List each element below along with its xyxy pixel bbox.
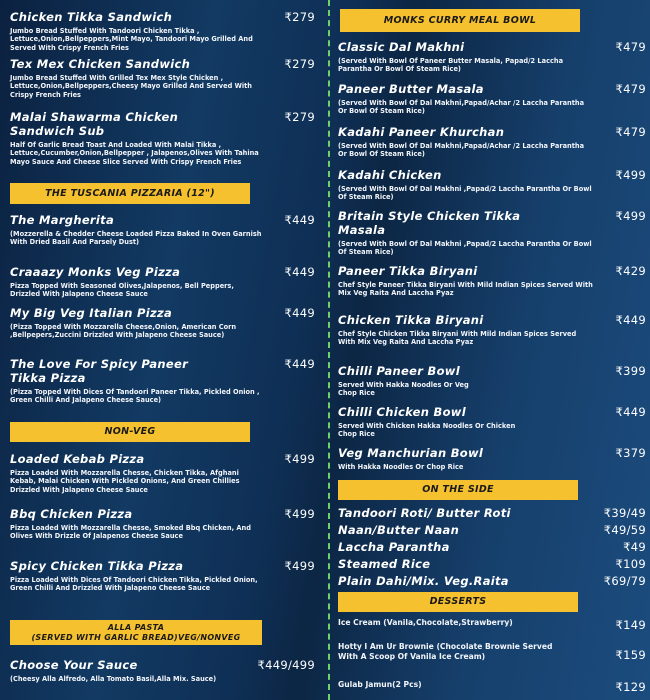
item-price: ₹449 <box>284 357 315 371</box>
item-price: ₹399 <box>615 364 646 378</box>
item-price: ₹279 <box>284 110 315 124</box>
item-price: ₹109 <box>615 557 646 571</box>
item-name: Hotty I Am Ur Brownie (Chocolate Brownie Served With A Scoop Of Vanila Ice Cream) <box>338 642 553 661</box>
item-price: ₹499 <box>284 559 315 573</box>
section-banner-non-veg: NON-VEG <box>10 422 250 442</box>
menu-item-kadahi-chicken[interactable] <box>338 168 646 202</box>
item-name: Paneer Tikka Biryani <box>338 264 478 278</box>
menu-item-naan[interactable] <box>338 523 646 537</box>
item-description: (Pizza Topped With Mozzarella Cheese,Onion, American Corn ,Bellpepers,Zuccini Drizzled With Jalapeno Cheese Sauce) <box>10 323 237 340</box>
item-description: Half Of Garlic Bread Toast And Loaded With Malai Tikka , Lettuce,Cucumber,Onion,Bellpepper , Jalapenos,Olives With Tahina Mayo Sauce And Cheese Slice Served With Crispy French Fries <box>10 141 259 166</box>
menu-item-spicy-paneer-tikka-pizza[interactable] <box>10 357 315 405</box>
section-banner-alla-pasta <box>10 620 262 645</box>
menu-item-chicken-tikka-biryani[interactable] <box>338 313 646 347</box>
item-price: ₹279 <box>284 57 315 71</box>
item-description: Jumbo Bread Stuffed With Tandoori Chicken Tikka , Lettuce,Onion,Bellpeppers,Mint Mayo, Tandoori Mayo Grilled And Served With Crispy French Fries <box>10 27 253 52</box>
item-price: ₹499 <box>615 209 646 223</box>
item-name: Chicken Tikka Biryani <box>338 313 484 327</box>
item-description: Chef Style Paneer Tikka Biryani With Mild Indian Spices Served With Mix Veg Raita And Laccha Pyaz <box>338 281 593 298</box>
item-description: Served With Chicken Hakka Noodles Or Chicken Chop Rice <box>338 422 516 439</box>
banner-line: (SERVED WITH GARLIC BREAD)VEG/NONVEG <box>31 632 241 642</box>
menu-item-choose-your-sauce[interactable] <box>10 658 315 683</box>
item-name: Spicy Chicken Tikka Pizza <box>10 559 184 573</box>
item-name: Veg Manchurian Bowl <box>338 446 484 460</box>
item-name: Ice Cream (Vanila,Chocolate,Strawberry) <box>338 618 513 627</box>
item-description: (Served With Bowl Of Paneer Butter Masala, Papad/2 Laccha Parantha Or Bowl Of Steam Rice) <box>338 57 564 74</box>
menu-item-classic-dal-makhni[interactable] <box>338 40 646 74</box>
menu-item-the-margherita[interactable] <box>10 213 315 247</box>
item-price: ₹49 <box>623 540 646 554</box>
section-banner-pizzaria: THE TUSCANIA PIZZARIA (12") <box>10 183 250 204</box>
menu-item-kadahi-paneer-khurchan[interactable] <box>338 125 646 159</box>
item-price: ₹159 <box>615 648 646 662</box>
item-price: ₹129 <box>615 680 646 694</box>
item-description: Served With Hakka Noodles Or Veg Chop Rice <box>338 381 469 398</box>
column-divider <box>328 0 330 700</box>
banner-line: ALLA PASTA <box>107 622 165 632</box>
menu-item-bbq-chicken-pizza[interactable] <box>10 507 315 541</box>
menu-item-chicken-tikka-sandwich[interactable] <box>10 10 315 52</box>
item-name: Laccha Parantha <box>338 540 450 554</box>
menu-item-malai-shawarma-chicken-sandwich-sub[interactable] <box>10 110 315 166</box>
menu-item-gulab-jamun[interactable] <box>338 680 646 694</box>
item-description: (Served With Bowl Of Dal Makhni,Papad/Achar /2 Laccha Parantha Or Bowl Of Steam Rice) <box>338 99 585 116</box>
item-name: Britain Style Chicken Tikka Masala <box>338 209 521 237</box>
item-description: With Hakka Noodles Or Chop Rice <box>338 463 464 471</box>
item-description: (Served With Bowl Of Dal Makhni,Papad/Achar /2 Laccha Parantha Or Bowl Of Steam Rice) <box>338 142 585 159</box>
item-price: ₹69/79 <box>603 574 646 588</box>
item-name: Kadahi Chicken <box>338 168 442 182</box>
section-banner-on-the-side: ON THE SIDE <box>338 480 578 500</box>
item-name: Gulab Jamun(2 Pcs) <box>338 680 422 689</box>
menu-item-paneer-butter-masala[interactable] <box>338 82 646 116</box>
item-price: ₹449 <box>615 405 646 419</box>
item-description: (Served With Bowl Of Dal Makhni ,Papad/2 Laccha Parantha Or Bowl Of Steam Rice) <box>338 240 592 257</box>
item-description: Pizza Loaded With Mozzarella Chesse, Smoked Bbq Chicken, And Olives With Drizzle Of Jalapenos Cheese Sauce <box>10 524 251 541</box>
item-price: ₹429 <box>615 264 646 278</box>
menu-item-craaazy-monks-veg-pizza[interactable] <box>10 265 315 299</box>
item-price: ₹379 <box>615 446 646 460</box>
item-price: ₹499 <box>615 168 646 182</box>
item-name: Choose Your Sauce <box>10 658 138 672</box>
item-price: ₹449 <box>284 265 315 279</box>
item-price: ₹479 <box>615 40 646 54</box>
item-name: Paneer Butter Masala <box>338 82 484 96</box>
item-name: The Love For Spicy Paneer Tikka Pizza <box>10 357 189 385</box>
item-price: ₹449/499 <box>257 658 315 672</box>
menu-item-tandoori-roti[interactable] <box>338 506 646 520</box>
menu-item-veg-manchurian-bowl[interactable] <box>338 446 646 471</box>
menu-item-spicy-chicken-tikka-pizza[interactable] <box>10 559 315 593</box>
item-name: Chicken Tikka Sandwich <box>10 10 173 24</box>
menu-item-paneer-tikka-biryani[interactable] <box>338 264 646 298</box>
menu-item-britain-style-chicken-tikka-masala[interactable] <box>338 209 646 257</box>
menu-item-laccha-parantha[interactable] <box>338 540 646 554</box>
item-name: My Big Veg Italian Pizza <box>10 306 173 320</box>
section-banner-curry-meal-bowl: MONKS CURRY MEAL BOWL <box>340 9 580 32</box>
item-name: Craaazy Monks Veg Pizza <box>10 265 181 279</box>
item-price: ₹149 <box>615 618 646 632</box>
item-name: Tandoori Roti/ Butter Roti <box>338 506 511 520</box>
item-description: Chef Style Chicken Tikka Biryani With Mild Indian Spices Served With Mix Veg Raita And Laccha Pyaz <box>338 330 577 347</box>
item-name: Bbq Chicken Pizza <box>10 507 133 521</box>
item-description: Pizza Topped With Seasoned Olives,Jalapenos, Bell Peppers, Drizzled With Jalapeno Cheese Sauce <box>10 282 234 299</box>
item-description: (Served With Bowl Of Dal Makhni ,Papad/2 Laccha Parantha Or Bowl Of Steam Rice) <box>338 185 592 202</box>
item-description: Jumbo Bread Stuffed With Grilled Tex Mex Style Chicken , Lettuce,Onion,Bellpeppers,Cheesy Mayo Grilled And Served With Crispy French Fries <box>10 74 252 99</box>
item-price: ₹449 <box>615 313 646 327</box>
item-description: (Pizza Topped With Dices Of Tandoori Paneer Tikka, Pickled Onion , Green Chilli And Jalapeno Cheese Sauce) <box>10 388 260 405</box>
item-name: Chilli Paneer Bowl <box>338 364 460 378</box>
item-price: ₹499 <box>284 452 315 466</box>
item-name: The Margherita <box>10 213 114 227</box>
menu-item-chilli-chicken-bowl[interactable] <box>338 405 646 439</box>
menu-item-dahi-raita[interactable] <box>338 574 646 588</box>
item-price: ₹479 <box>615 82 646 96</box>
item-price: ₹49/59 <box>603 523 646 537</box>
menu-item-hotty-brownie[interactable] <box>338 642 646 662</box>
menu-item-steamed-rice[interactable] <box>338 557 646 571</box>
item-name: Chilli Chicken Bowl <box>338 405 466 419</box>
right-menu-column <box>334 0 650 700</box>
item-name: Naan/Butter Naan <box>338 523 460 537</box>
item-name: Steamed Rice <box>338 557 431 571</box>
item-description: (Cheesy Alla Alfredo, Alla Tomato Basil,Alla Mix. Sauce) <box>10 675 217 683</box>
item-name: Malai Shawarma Chicken Sandwich Sub <box>10 110 179 138</box>
item-price: ₹479 <box>615 125 646 139</box>
item-name: Tex Mex Chicken Sandwich <box>10 57 191 71</box>
menu-item-ice-cream[interactable] <box>338 618 646 632</box>
item-name: Plain Dahi/Mix. Veg.Raita <box>338 574 509 588</box>
menu-item-loaded-kebab-pizza[interactable] <box>10 452 315 494</box>
item-price: ₹449 <box>284 213 315 227</box>
item-name: Loaded Kebab Pizza <box>10 452 145 466</box>
menu-item-tex-mex-chicken-sandwich[interactable] <box>10 57 315 99</box>
item-description: Pizza Loaded With Dices Of Tandoori Chicken Tikka, Pickled Onion, Green Chilli And Drizzled With Jalapeno Cheese Sauce <box>10 576 258 593</box>
item-price: ₹279 <box>284 10 315 24</box>
menu-item-my-big-veg-italian-pizza[interactable] <box>10 306 315 340</box>
item-price: ₹449 <box>284 306 315 320</box>
item-price: ₹499 <box>284 507 315 521</box>
menu-item-chilli-paneer-bowl[interactable] <box>338 364 646 398</box>
item-price: ₹39/49 <box>603 506 646 520</box>
item-description: Pizza Loaded With Mozzarella Chesse, Chicken Tikka, Afghani Kebab, Malai Chicken With Pickled Onions, And Green Chillies Drizzled With Jalapeno Cheese Sauce <box>10 469 240 494</box>
item-description: (Mozzerella & Chedder Cheese Loaded Pizza Baked In Oven Garnish With Dried Basil And Parsely Dust) <box>10 230 262 247</box>
item-name: Kadahi Paneer Khurchan <box>338 125 505 139</box>
section-banner-desserts: DESSERTS <box>338 592 578 612</box>
item-name: Classic Dal Makhni <box>338 40 465 54</box>
